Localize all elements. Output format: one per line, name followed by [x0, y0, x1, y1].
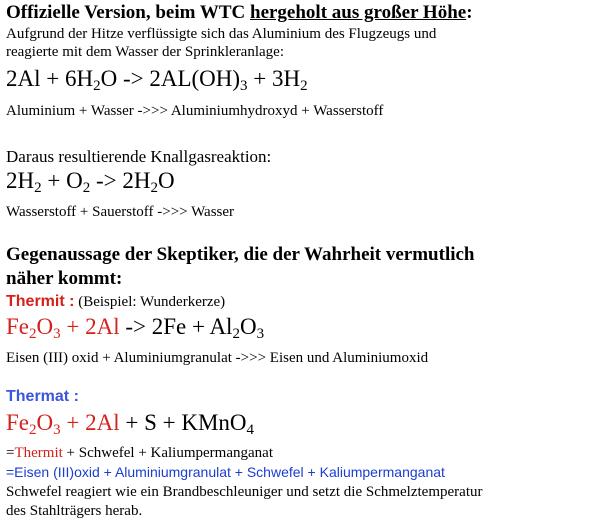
thermat-eq-sub-1: 2: [29, 422, 37, 438]
thermat-eq-rest: + S + KMnO: [119, 410, 247, 435]
eq1-part-c: + 3H: [247, 66, 301, 91]
thermit-eq-sub-4: 3: [256, 326, 265, 342]
thermat-line-a-prefix: =: [6, 445, 15, 461]
knallgas-sub-1: 2: [34, 180, 42, 196]
thermit-eq-sub-3: 2: [232, 326, 240, 342]
thermit-eq-o: O: [36, 314, 54, 339]
thermat-eq-o: O: [36, 410, 54, 435]
eq1-sub-3: 2: [300, 78, 308, 94]
knallgas-sub-3: 2: [150, 180, 158, 196]
thermit-eq-o2: O: [239, 314, 257, 339]
knallgas-part-b: + O: [41, 168, 83, 193]
thermit-caption: Eisen (III) oxid + Aluminiumgranulat ->>> Eisen und Aluminiumoxid: [6, 350, 429, 366]
skeptiker-heading-line-1: Gegenaussage der Skeptiker, die der Wahrheit vermutlich: [6, 244, 475, 265]
knallgas-sub-2: 2: [82, 180, 91, 196]
thermat-eq-fe: Fe: [6, 410, 29, 435]
thermit-eq-products: -> 2Fe + Al: [119, 314, 233, 339]
thermit-label: Thermit :: [6, 293, 75, 310]
eq1-part-b: O -> 2AL(OH): [100, 66, 241, 91]
thermit-eq-fe: Fe: [6, 314, 29, 339]
thermat-line-a-rest: + Schwefel + Kaliumpermanganat: [62, 445, 273, 461]
knallgas-part-c: -> 2H: [90, 168, 151, 193]
thermit-eq-sub-2: 3: [53, 326, 61, 342]
equation-knallgas: [6, 168, 175, 197]
thermit-label-row: [6, 293, 225, 311]
knallgas-heading: Daraus resultierende Knallgasreaktion:: [6, 147, 272, 166]
thermat-line-d: des Stahlträgers herab.: [6, 503, 143, 519]
thermit-note: (Beispiel: Wunderkerze): [74, 294, 226, 310]
eq1-part-a: 2Al + 6H: [6, 66, 94, 91]
skeptiker-heading-line-2: näher kommt:: [6, 268, 123, 289]
eq1-sub-1: 2: [93, 78, 101, 94]
title-underlined: hergeholt aus großer Höhe: [250, 2, 467, 23]
title-suffix: :: [466, 2, 473, 23]
equation-aluminium-water: [6, 66, 308, 95]
thermat-eq-sub-3: 4: [246, 422, 255, 438]
thermat-label: Thermat :: [6, 388, 79, 405]
intro-line-1: Aufgrund der Hitze verflüssigte sich das Aluminium des Flugzeugs und: [6, 26, 437, 42]
thermit-eq-al: + 2Al: [60, 314, 120, 339]
equation-thermit: [6, 314, 264, 343]
intro-line-2: reagierte mit dem Wasser der Sprinkleranlage:: [6, 44, 284, 60]
thermat-line-b: =Eisen (III)oxid + Aluminiumgranulat + Schwefel + Kaliumpermanganat: [6, 464, 445, 480]
thermat-eq-sub-2: 3: [53, 422, 61, 438]
title-prefix: Offizielle Version, beim WTC: [6, 2, 250, 23]
equation-knallgas-caption: Wasserstoff + Sauerstoff ->>> Wasser: [6, 204, 235, 220]
thermat-line-a: [6, 445, 273, 462]
thermit-eq-sub-1: 2: [29, 326, 37, 342]
equation-aluminium-water-caption: Aluminium + Wasser ->>> Aluminiumhydroxyd + Wasserstoff: [6, 103, 384, 119]
eq1-sub-2: 3: [240, 78, 248, 94]
knallgas-part-d: O: [157, 168, 175, 193]
thermat-label-row: [6, 388, 79, 406]
thermat-line-a-thermit: Thermit: [14, 445, 63, 461]
title: [6, 2, 473, 24]
thermat-line-c: Schwefel reagiert wie ein Brandbeschleuniger und setzt die Schmelztemperatur: [6, 484, 483, 500]
knallgas-part-a: 2H: [6, 168, 35, 193]
thermat-eq-al: + 2Al: [60, 410, 120, 435]
equation-thermat: [6, 410, 254, 439]
